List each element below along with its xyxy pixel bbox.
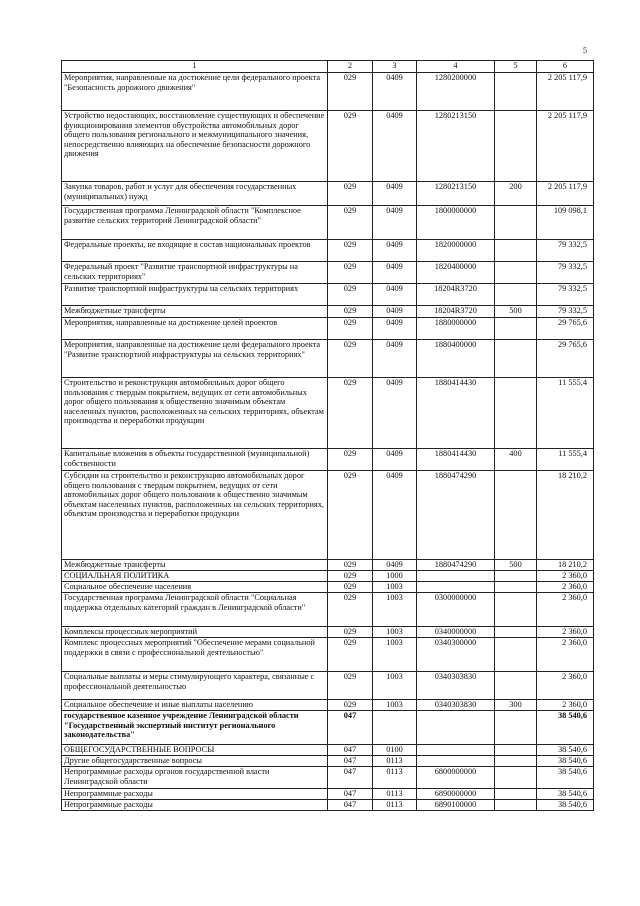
expense-type-code — [495, 111, 537, 182]
target-article-code: 18204R3720 — [417, 284, 495, 306]
section-code: 0409 — [373, 111, 417, 182]
section-code: 0409 — [373, 73, 417, 111]
row-description: Другие общегосударственные вопросы — [62, 756, 328, 767]
target-article-code — [417, 571, 495, 582]
row-description: Государственная программа Ленинградской области "Социальная поддержка отдельных категорий граждан в Ленинградской области" — [62, 593, 328, 627]
table-row — [62, 800, 594, 811]
row-description: Комплекс процессных мероприятий "Обеспечение мерами социальной поддержки в связи с профессиональной деятельностью" — [62, 638, 328, 672]
amount: 2 360,0 — [537, 571, 594, 582]
amount: 2 360,0 — [537, 700, 594, 711]
row-description: Закупка товаров, работ и услуг для обеспечения государственных (муниципальных) нужд — [62, 182, 328, 206]
expense-type-code — [495, 582, 537, 593]
ministry-code: 047 — [328, 711, 373, 745]
header-cell: 6 — [537, 61, 594, 73]
expense-type-code — [495, 206, 537, 240]
amount: 11 555,4 — [537, 378, 594, 449]
section-code: 1003 — [373, 700, 417, 711]
target-article-code — [417, 756, 495, 767]
target-article-code: 1800000000 — [417, 206, 495, 240]
target-article-code — [417, 745, 495, 756]
expense-type-code — [495, 672, 537, 700]
ministry-code: 029 — [328, 638, 373, 672]
page-number: 5 — [583, 46, 587, 55]
section-code: 1003 — [373, 593, 417, 627]
section-code: 0409 — [373, 471, 417, 560]
target-article-code: 1880400000 — [417, 340, 495, 378]
expense-type-code: 400 — [495, 449, 537, 471]
target-article-code: 1280213150 — [417, 111, 495, 182]
ministry-code: 029 — [328, 627, 373, 638]
amount: 109 098,1 — [537, 206, 594, 240]
ministry-code: 029 — [328, 240, 373, 262]
ministry-code: 047 — [328, 800, 373, 811]
table-row — [62, 745, 594, 756]
section-code: 0409 — [373, 182, 417, 206]
row-description: Непрограммные расходы органов государственной власти Ленинградской области — [62, 767, 328, 789]
amount: 2 360,0 — [537, 638, 594, 672]
amount: 2 360,0 — [537, 582, 594, 593]
table-row — [62, 582, 594, 593]
section-code: 0409 — [373, 560, 417, 571]
table-row — [62, 700, 594, 711]
row-description: СОЦИАЛЬНАЯ ПОЛИТИКА — [62, 571, 328, 582]
budget-table — [61, 60, 594, 811]
header-cell: 1 — [62, 61, 328, 73]
section-code: 0409 — [373, 240, 417, 262]
amount: 2 205 117,9 — [537, 111, 594, 182]
ministry-code: 029 — [328, 593, 373, 627]
expense-type-code: 500 — [495, 560, 537, 571]
ministry-code: 047 — [328, 789, 373, 800]
section-code: 1000 — [373, 571, 417, 582]
table-row — [62, 111, 594, 182]
expense-type-code — [495, 73, 537, 111]
section-code: 0113 — [373, 767, 417, 789]
amount: 38 540,6 — [537, 767, 594, 789]
expense-type-code — [495, 745, 537, 756]
expense-type-code — [495, 756, 537, 767]
target-article-code: 1880474290 — [417, 560, 495, 571]
table-row — [62, 756, 594, 767]
target-article-code: 6890100000 — [417, 800, 495, 811]
amount: 79 332,5 — [537, 262, 594, 284]
target-article-code: 1880414430 — [417, 378, 495, 449]
table-row — [62, 627, 594, 638]
row-description: Субсидии на строительство и реконструкцию автомобильных дорог общего пользования с твердым покрытием, ведущих от сети автомобильных дорог общего пользования к общественно значимым объектам населенных пунктов, расположенных на сельских территориях, объектам производства и переработки продукции — [62, 471, 328, 560]
section-code: 0409 — [373, 449, 417, 471]
table-row — [62, 672, 594, 700]
section-code: 0100 — [373, 745, 417, 756]
expense-type-code — [495, 378, 537, 449]
table-row — [62, 471, 594, 560]
row-description: Непрограммные расходы — [62, 789, 328, 800]
table-row — [62, 240, 594, 262]
section-code: 0113 — [373, 789, 417, 800]
amount: 29 765,6 — [537, 318, 594, 340]
ministry-code: 029 — [328, 582, 373, 593]
ministry-code: 029 — [328, 340, 373, 378]
table-row — [62, 593, 594, 627]
amount: 11 555,4 — [537, 449, 594, 471]
target-article-code: 0340303830 — [417, 672, 495, 700]
amount: 2 360,0 — [537, 593, 594, 627]
header-cell: 3 — [373, 61, 417, 73]
amount: 38 540,6 — [537, 711, 594, 745]
header-cell: 4 — [417, 61, 495, 73]
amount: 38 540,6 — [537, 745, 594, 756]
amount: 18 210,2 — [537, 560, 594, 571]
amount: 2 360,0 — [537, 672, 594, 700]
expense-type-code — [495, 318, 537, 340]
amount: 38 540,6 — [537, 756, 594, 767]
ministry-code: 029 — [328, 560, 373, 571]
table-row — [62, 182, 594, 206]
target-article-code: 1280213150 — [417, 182, 495, 206]
target-article-code: 18204R3720 — [417, 306, 495, 318]
target-article-code: 1280200000 — [417, 73, 495, 111]
row-description: ОБЩЕГОСУДАРСТВЕННЫЕ ВОПРОСЫ — [62, 745, 328, 756]
row-description: Мероприятия, направленные на достижение цели федерального проекта "Развитие транспортной инфраструктуры на сельских территориях" — [62, 340, 328, 378]
ministry-code: 029 — [328, 284, 373, 306]
section-code: 0113 — [373, 756, 417, 767]
expense-type-code — [495, 571, 537, 582]
expense-type-code — [495, 789, 537, 800]
target-article-code: 6800000000 — [417, 767, 495, 789]
table-row — [62, 560, 594, 571]
expense-type-code — [495, 262, 537, 284]
row-description: Развитие транспортной инфраструктуры на сельских территориях — [62, 284, 328, 306]
ministry-code: 047 — [328, 756, 373, 767]
section-code: 0409 — [373, 206, 417, 240]
row-description: Мероприятия, направленные на достижение целей проектов — [62, 318, 328, 340]
section-code — [373, 711, 417, 745]
table-row — [62, 262, 594, 284]
row-description: Социальные выплаты и меры стимулирующего характера, связанные с профессиональной деятельностью — [62, 672, 328, 700]
row-description: Капитальные вложения в объекты государственной (муниципальной) собственности — [62, 449, 328, 471]
row-description: Строительство и реконструкция автомобильных дорог общего пользования с твердым покрытием, ведущих от сети автомобильных дорог общего пользования к общественно значимым объектам населенных пунктов, расположенных на сельских территориях, объектам производства и переработки продукции — [62, 378, 328, 449]
ministry-code: 047 — [328, 767, 373, 789]
expense-type-code — [495, 240, 537, 262]
expense-type-code — [495, 638, 537, 672]
header-cell: 2 — [328, 61, 373, 73]
table-row — [62, 638, 594, 672]
expense-type-code — [495, 593, 537, 627]
target-article-code: 0340000000 — [417, 627, 495, 638]
row-description: Межбюджетные трансферты — [62, 306, 328, 318]
row-description: Устройство недостающих, восстановление существующих и обеспечение функционирования элементов обустройства автомобильных дорог общего пользования регионального и межмуниципального значения, непосредственно влияющих на обеспечение безопасности дорожного движения — [62, 111, 328, 182]
section-code: 0409 — [373, 284, 417, 306]
section-code: 1003 — [373, 672, 417, 700]
table-row — [62, 571, 594, 582]
target-article-code — [417, 711, 495, 745]
ministry-code: 029 — [328, 306, 373, 318]
table-row — [62, 789, 594, 800]
target-article-code: 1820400000 — [417, 262, 495, 284]
table-row — [62, 711, 594, 745]
ministry-code: 029 — [328, 571, 373, 582]
amount: 18 210,2 — [537, 471, 594, 560]
target-article-code: 1880000000 — [417, 318, 495, 340]
ministry-code: 029 — [328, 318, 373, 340]
table-row — [62, 284, 594, 306]
amount: 38 540,6 — [537, 789, 594, 800]
amount: 2 205 117,9 — [537, 73, 594, 111]
target-article-code: 1880474290 — [417, 471, 495, 560]
expense-type-code — [495, 711, 537, 745]
amount: 2 205 117,9 — [537, 182, 594, 206]
target-article-code — [417, 582, 495, 593]
table-header-row — [62, 61, 594, 73]
amount: 79 332,5 — [537, 284, 594, 306]
row-description: Комплексы процессных мероприятий — [62, 627, 328, 638]
target-article-code: 0340303830 — [417, 700, 495, 711]
ministry-code: 029 — [328, 73, 373, 111]
ministry-code: 029 — [328, 182, 373, 206]
ministry-code: 029 — [328, 111, 373, 182]
expense-type-code: 300 — [495, 700, 537, 711]
ministry-code: 029 — [328, 471, 373, 560]
row-description: Федеральные проекты, не входящие в состав национальных проектов — [62, 240, 328, 262]
table-row — [62, 206, 594, 240]
target-article-code: 1820000000 — [417, 240, 495, 262]
section-code: 0113 — [373, 800, 417, 811]
expense-type-code — [495, 800, 537, 811]
section-code: 0409 — [373, 318, 417, 340]
row-description: Межбюджетные трансферты — [62, 560, 328, 571]
ministry-code: 029 — [328, 449, 373, 471]
expense-type-code — [495, 767, 537, 789]
row-description: Мероприятия, направленные на достижение цели федерального проекта "Безопасность дорожного движения" — [62, 73, 328, 111]
expense-type-code: 200 — [495, 182, 537, 206]
section-code: 1003 — [373, 627, 417, 638]
section-code: 1003 — [373, 582, 417, 593]
ministry-code: 029 — [328, 378, 373, 449]
section-code: 1003 — [373, 638, 417, 672]
section-code: 0409 — [373, 306, 417, 318]
section-code: 0409 — [373, 340, 417, 378]
expense-type-code — [495, 284, 537, 306]
table-row — [62, 318, 594, 340]
amount: 38 540,6 — [537, 800, 594, 811]
target-article-code: 1880414430 — [417, 449, 495, 471]
table-row — [62, 767, 594, 789]
expense-type-code — [495, 471, 537, 560]
ministry-code: 029 — [328, 700, 373, 711]
ministry-code: 029 — [328, 206, 373, 240]
amount: 79 332,5 — [537, 240, 594, 262]
section-code: 0409 — [373, 262, 417, 284]
table-row — [62, 340, 594, 378]
amount: 29 765,6 — [537, 340, 594, 378]
row-description: Государственная программа Ленинградской области "Комплексное развитие сельских территорий Ленинградской области" — [62, 206, 328, 240]
target-article-code: 0340300000 — [417, 638, 495, 672]
row-description: Федеральный проект "Развитие транспортной инфраструктуры на сельских территориях" — [62, 262, 328, 284]
row-description: Непрограммные расходы — [62, 800, 328, 811]
target-article-code: 6890000000 — [417, 789, 495, 800]
row-description: государственное казенное учреждение Ленинградской области "Государственный экспертный институт регионального законодательства" — [62, 711, 328, 745]
amount: 79 332,5 — [537, 306, 594, 318]
expense-type-code — [495, 627, 537, 638]
table-row — [62, 378, 594, 449]
expense-type-code — [495, 340, 537, 378]
row-description: Социальное обеспечение населения — [62, 582, 328, 593]
table-row — [62, 449, 594, 471]
header-cell: 5 — [495, 61, 537, 73]
target-article-code: 0300000000 — [417, 593, 495, 627]
table-row — [62, 306, 594, 318]
ministry-code: 047 — [328, 745, 373, 756]
table-row — [62, 73, 594, 111]
row-description: Социальное обеспечение и иные выплаты населению — [62, 700, 328, 711]
ministry-code: 029 — [328, 672, 373, 700]
expense-type-code: 500 — [495, 306, 537, 318]
section-code: 0409 — [373, 378, 417, 449]
amount: 2 360,0 — [537, 627, 594, 638]
ministry-code: 029 — [328, 262, 373, 284]
